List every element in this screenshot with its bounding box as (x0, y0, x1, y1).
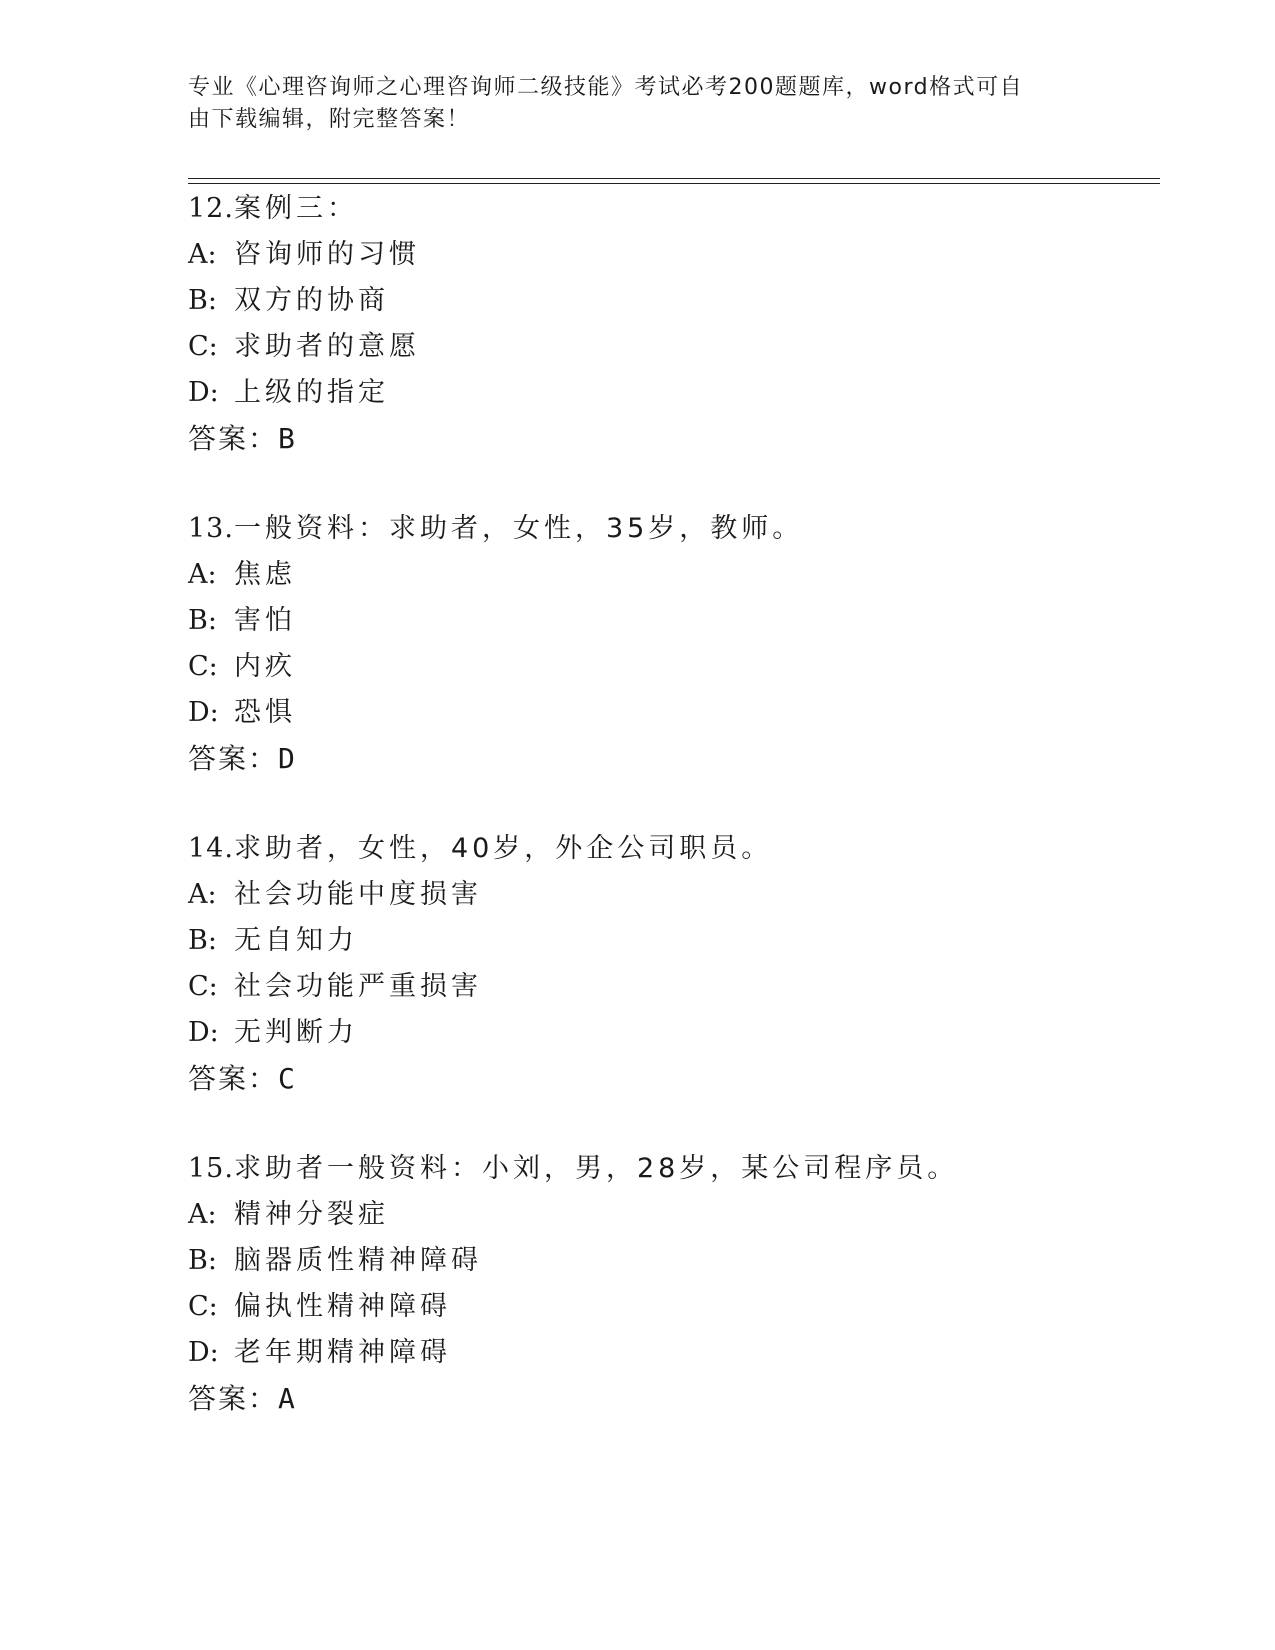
header-line-1: 专业《心理咨询师之心理咨询师二级技能》考试必考200题题库，word格式可自 (188, 75, 1024, 100)
question-stem (188, 186, 1148, 232)
question-block (188, 1146, 1148, 1422)
option-key: C: (188, 971, 218, 1002)
option-a (188, 1192, 1148, 1238)
option-d (188, 1010, 1148, 1056)
option-text: 恐惧 (234, 697, 296, 728)
option-b (188, 918, 1148, 964)
option-key: D: (188, 697, 219, 728)
option-b (188, 598, 1148, 644)
answer-label: 答案： (188, 742, 279, 775)
option-key: B: (188, 605, 217, 636)
option-text: 上级的指定 (234, 377, 389, 408)
option-text: 内疚 (234, 651, 296, 682)
option-text: 害怕 (234, 605, 296, 636)
question-stem (188, 1146, 1148, 1192)
answer-label: 答案： (188, 1062, 279, 1095)
option-c (188, 644, 1148, 690)
answer-value: D (278, 742, 297, 775)
option-key: B: (188, 925, 217, 956)
option-text: 无判断力 (234, 1017, 358, 1048)
header-divider-bottom (188, 183, 1160, 184)
question-number: 14. (188, 833, 234, 864)
option-key: D: (188, 377, 219, 408)
option-text: 老年期精神障碍 (234, 1337, 451, 1368)
option-c (188, 324, 1148, 370)
question-stem (188, 826, 1148, 872)
option-c (188, 964, 1148, 1010)
question-text: 一般资料：求助者，女性，35岁，教师。 (233, 513, 804, 544)
answer-label: 答案： (188, 422, 279, 455)
answer-value: A (278, 1382, 297, 1415)
option-text: 咨询师的习惯 (234, 239, 420, 270)
option-a (188, 872, 1148, 918)
option-a (188, 552, 1148, 598)
option-key: D: (188, 1017, 219, 1048)
option-key: D: (188, 1337, 219, 1368)
header-line-2: 由下载编辑，附完整答案！ (188, 107, 471, 132)
document-header (188, 72, 1088, 136)
option-c (188, 1284, 1148, 1330)
option-key: B: (188, 1245, 217, 1276)
option-text: 精神分裂症 (234, 1199, 389, 1230)
answer-label: 答案： (188, 1382, 279, 1415)
option-a (188, 232, 1148, 278)
answer-line (188, 1376, 1148, 1422)
option-b (188, 1238, 1148, 1284)
answer-line (188, 1056, 1148, 1102)
question-number: 12. (188, 193, 234, 224)
question-stem (188, 506, 1148, 552)
answer-line (188, 736, 1148, 782)
question-text: 求助者，女性，40岁，外企公司职员。 (233, 833, 773, 864)
option-key: A: (188, 879, 217, 910)
option-key: A: (188, 239, 217, 270)
header-divider-top (188, 178, 1160, 179)
option-text: 双方的协商 (234, 285, 389, 316)
question-block (188, 186, 1148, 462)
option-key: B: (188, 285, 217, 316)
option-text: 偏执性精神障碍 (234, 1291, 451, 1322)
option-text: 脑器质性精神障碍 (234, 1245, 482, 1276)
question-number: 15. (188, 1153, 234, 1184)
option-key: A: (188, 559, 217, 590)
option-key: A: (188, 1199, 217, 1230)
question-block (188, 826, 1148, 1102)
option-b (188, 278, 1148, 324)
answer-value: C (278, 1062, 297, 1095)
option-text: 社会功能中度损害 (234, 879, 482, 910)
option-key: C: (188, 331, 218, 362)
option-d (188, 370, 1148, 416)
option-key: C: (188, 651, 218, 682)
option-key: C: (188, 1291, 218, 1322)
answer-line (188, 416, 1148, 462)
question-text: 求助者一般资料：小刘，男，28岁，某公司程序员。 (233, 1153, 959, 1184)
option-text: 求助者的意愿 (234, 331, 420, 362)
option-text: 社会功能严重损害 (234, 971, 482, 1002)
option-d (188, 1330, 1148, 1376)
option-d (188, 690, 1148, 736)
question-number: 13. (188, 513, 234, 544)
answer-value: B (278, 422, 297, 455)
question-text: 案例三： (233, 193, 358, 224)
option-text: 无自知力 (234, 925, 358, 956)
option-text: 焦虑 (234, 559, 296, 590)
question-block (188, 506, 1148, 782)
